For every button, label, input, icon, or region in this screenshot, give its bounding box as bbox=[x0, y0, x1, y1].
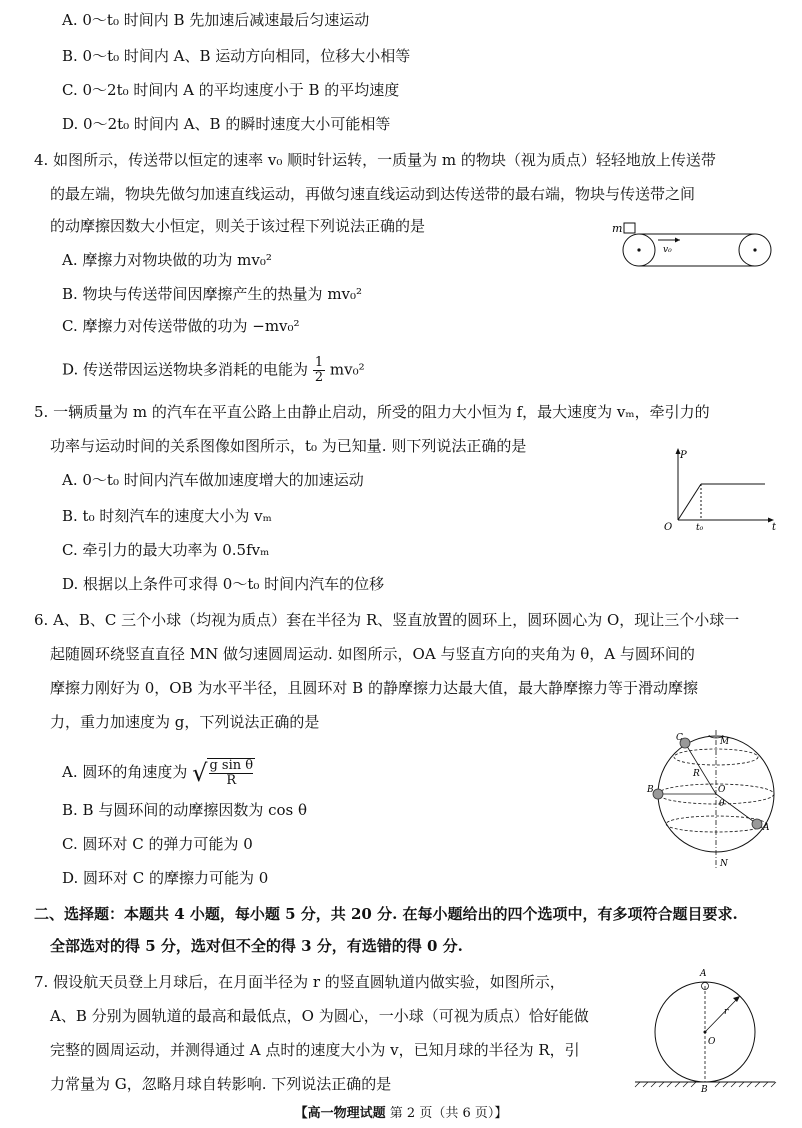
right-pulley-axle bbox=[753, 248, 756, 251]
q7-stem-3: 完整的圆周运动，并测得通过 A 点时的速度大小为 v，已知月球的半径为 R，引 bbox=[50, 1041, 580, 1059]
oc-radius bbox=[685, 743, 716, 794]
footer-page: 第 2 页（共 6 页）】 bbox=[389, 1106, 508, 1121]
footer-title: 【高一物理试题 bbox=[294, 1106, 386, 1121]
ball-b bbox=[653, 789, 663, 799]
q6-option-d: D. 圆环对 C 的摩擦力可能为 0 bbox=[62, 869, 269, 887]
q4-option-a: A. 摩擦力对物块做的功为 mv₀² bbox=[62, 251, 272, 269]
origin-label: O bbox=[664, 522, 673, 533]
q6-sqrt-body bbox=[207, 758, 255, 788]
label-o: O bbox=[718, 785, 726, 795]
q5-option-d: D. 根据以上条件可求得 0～t₀ 时间内汽车的位移 bbox=[62, 575, 385, 593]
label-theta: θ bbox=[719, 799, 725, 809]
q5-stem-1: 5. 一辆质量为 m 的汽车在平直公路上由静止启动，所受的阻力大小恒为 f，最大速度为 vₘ，牵引力的 bbox=[34, 403, 710, 421]
conveyor-v-label: v₀ bbox=[663, 245, 672, 255]
sqrt-sign: √ bbox=[192, 759, 208, 787]
q6-option-a-text: A. 圆环的角速度为 bbox=[62, 763, 188, 781]
label-o: O bbox=[708, 1037, 716, 1047]
section2-scoring: 全部选对的得 5 分，选对但不全的得 3 分，有选错的得 0 分. bbox=[50, 937, 463, 955]
q3-option-d: D. 0～2t₀ 时间内 A、B 的瞬时速度大小可能相等 bbox=[62, 115, 391, 133]
t0-label: t₀ bbox=[696, 523, 704, 533]
radius-arrowhead bbox=[733, 996, 740, 1002]
q7-stem-2: A、B 分别为圆轨道的最高和最低点，O 为圆心，一小球（可视为质点）恰好能做 bbox=[50, 1007, 589, 1025]
radius-line bbox=[705, 998, 738, 1032]
q4-option-b: B. 物块与传送带间因摩擦产生的热量为 mv₀² bbox=[62, 285, 363, 303]
p-axis-label: P bbox=[680, 450, 687, 461]
velocity-arrowhead bbox=[675, 238, 680, 243]
q3-option-b: B. 0～t₀ 时间内 A、B 运动方向相同，位移大小相等 bbox=[62, 47, 411, 65]
q6-sqrt-den: R bbox=[226, 773, 237, 788]
q5-option-a: A. 0～t₀ 时间内汽车做加速度增大的加速运动 bbox=[62, 471, 364, 489]
label-n: N bbox=[720, 859, 728, 869]
conveyor-figure bbox=[610, 218, 790, 268]
left-pulley-axle bbox=[637, 248, 640, 251]
q6-option-b: B. B 与圆环间的动摩擦因数为 cos θ bbox=[62, 801, 308, 819]
label-a: A bbox=[700, 969, 707, 979]
q5-stem-2: 功率与运动时间的关系图像如图所示，t₀ 为已知量. 则下列说法正确的是 bbox=[50, 437, 527, 455]
q3-option-c: C. 0～2t₀ 时间内 A 的平均速度小于 B 的平均速度 bbox=[62, 81, 400, 99]
q6-option-a bbox=[62, 758, 255, 788]
q3-option-a: A. 0～t₀ 时间内 B 先加速后减速最后匀速运动 bbox=[62, 11, 370, 29]
q4-stem-3: 的动摩擦因数大小恒定，则关于该过程下列说法正确的是 bbox=[50, 217, 426, 235]
label-a: A bbox=[763, 823, 770, 833]
q4-option-d-text: D. 传送带因运送物块多消耗的电能为 bbox=[62, 360, 309, 379]
q4-fraction bbox=[313, 356, 325, 385]
q6-option-c: C. 圆环对 C 的弹力可能为 0 bbox=[62, 835, 253, 853]
label-b: B bbox=[701, 1085, 708, 1092]
q4-stem-1: 4. 如图所示，传送带以恒定的速率 v₀ 顺时针运转，一质量为 m 的物块（视为质点）轻轻地放上传送带 bbox=[34, 151, 716, 169]
q6-stem-3: 摩擦力刚好为 0，OB 为水平半径，且圆环对 B 的静摩擦力达最大值，最大静摩擦力等于滑动摩擦 bbox=[50, 679, 698, 697]
label-b: B bbox=[647, 785, 654, 795]
label-m: M bbox=[720, 737, 730, 747]
q6-stem-1: 6. A、B、C 三个小球（均视为质点）套在半径为 R、竖直放置的圆环上，圆环圆心为 O，现让三个小球一 bbox=[34, 611, 740, 629]
page-footer bbox=[0, 1102, 802, 1121]
q4-stem-2: 的最左端，物块先做匀加速直线运动，再做匀速直线运动到达传送带的最右端，物块与传送带之间 bbox=[50, 185, 696, 203]
label-r: r bbox=[724, 1007, 729, 1017]
q4-option-c: C. 摩擦力对传送带做的功为 −mv₀² bbox=[62, 317, 300, 335]
label-c: C bbox=[676, 733, 683, 743]
q6-sqrt-num: g sin θ bbox=[209, 758, 254, 773]
q6-stem-4: 力，重力加速度为 g，下列说法正确的是 bbox=[50, 713, 320, 731]
t-axis-label: t bbox=[772, 522, 777, 533]
q7-stem-4: 力常量为 G，忽略月球自转影响. 下列说法正确的是 bbox=[50, 1075, 392, 1093]
q4-option-d-suffix: mv₀² bbox=[329, 360, 365, 379]
power-ramp bbox=[678, 484, 701, 520]
section2-heading: 二、选择题：本题共 4 小题，每小题 5 分，共 20 分. 在每小题给出的四个选项中，有多项符合题目要求. bbox=[34, 905, 738, 923]
q7-stem-1: 7. 假设航天员登上月球后，在月面半径为 r 的竖直圆轨道内做实验，如图所示， bbox=[34, 973, 565, 991]
loop-track-figure bbox=[630, 966, 780, 1092]
q4-option-d bbox=[62, 356, 365, 385]
ring-figure bbox=[645, 730, 790, 870]
q4-fraction-num: 1 bbox=[314, 355, 324, 370]
label-r: R bbox=[693, 769, 700, 779]
q5-option-c: C. 牵引力的最大功率为 0.5fvₘ bbox=[62, 541, 270, 559]
conveyor-m-label: m bbox=[612, 222, 623, 235]
q5-option-b: B. t₀ 时刻汽车的速度大小为 vₘ bbox=[62, 507, 272, 525]
power-time-graph bbox=[660, 444, 785, 534]
q4-fraction-den: 2 bbox=[314, 370, 324, 385]
q6-stem-2: 起随圆环绕竖直直径 MN 做匀速圆周运动. 如图所示，OA 与竖直方向的夹角为 θ，A 与圆环间的 bbox=[50, 645, 695, 663]
ball-a bbox=[752, 819, 762, 829]
block-shape bbox=[624, 223, 635, 233]
